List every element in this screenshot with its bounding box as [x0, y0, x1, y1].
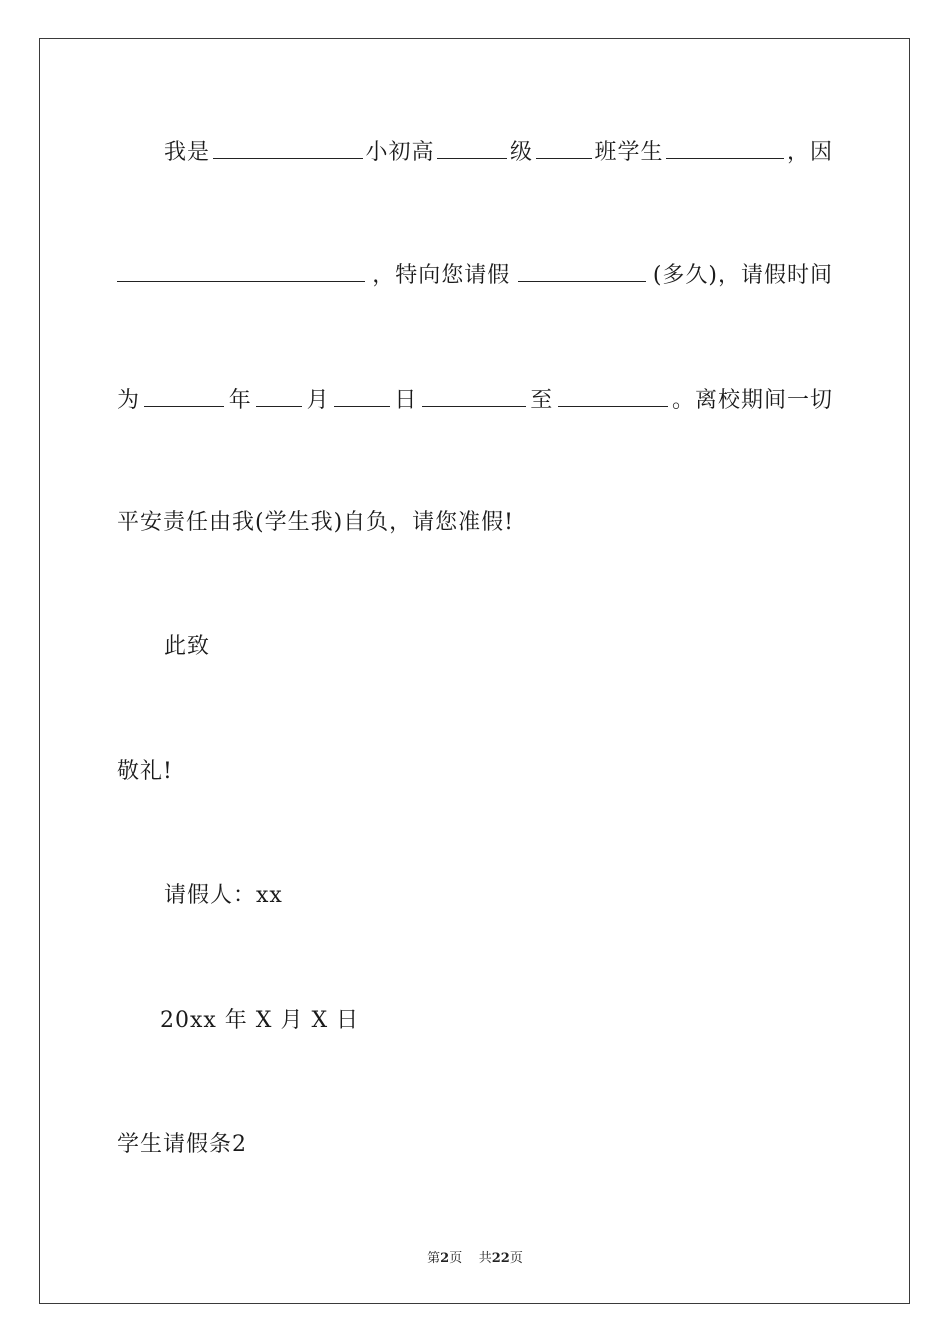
- next-section-title: 学生请假条2: [117, 1132, 247, 1157]
- text-segment: 月: [306, 388, 330, 413]
- text-segment: 。离校期间一切: [671, 388, 833, 413]
- text-segment: 班学生: [594, 140, 664, 165]
- name-blank[interactable]: [213, 136, 363, 159]
- text-segment: 我是: [164, 140, 211, 165]
- text-segment: 日: [394, 388, 418, 413]
- text-segment: ，因: [786, 140, 833, 165]
- student-name-blank[interactable]: [666, 136, 784, 159]
- total-prefix: 共: [478, 1251, 492, 1266]
- day-blank[interactable]: [334, 384, 390, 407]
- duration-blank[interactable]: [518, 259, 646, 282]
- grade-blank[interactable]: [437, 136, 507, 159]
- text-segment: 年: [228, 388, 252, 413]
- text-segment: 小初高: [365, 140, 435, 165]
- end-time-blank[interactable]: [558, 384, 668, 407]
- salutation: 此致: [164, 634, 211, 659]
- total-pages: 22: [491, 1251, 510, 1266]
- page-footer: [0, 1247, 950, 1266]
- start-time-blank[interactable]: [422, 384, 526, 407]
- year-blank[interactable]: [144, 384, 224, 407]
- reason-blank[interactable]: [117, 259, 365, 282]
- text-segment: ，特向您请假: [372, 263, 511, 288]
- page-border: [39, 38, 910, 1304]
- text-segment: 级: [509, 140, 533, 165]
- page-prefix: 第: [427, 1251, 441, 1266]
- page-number: 2: [440, 1251, 450, 1266]
- total-suffix: 页: [509, 1251, 523, 1266]
- page-suffix: 页: [449, 1251, 463, 1266]
- form-line-3: [117, 384, 833, 416]
- month-blank[interactable]: [256, 384, 302, 407]
- responsibility-statement: 平安责任由我(学生我)自负，请您准假!: [117, 510, 515, 535]
- form-line-2: [117, 259, 833, 291]
- class-blank[interactable]: [536, 136, 592, 159]
- closing-respect: 敬礼!: [117, 759, 173, 784]
- text-segment: 至: [530, 388, 554, 413]
- text-segment: (多久)，请假时间: [652, 263, 833, 288]
- signer: 请假人：xx: [164, 883, 283, 908]
- date: 20xx 年 X 月 X 日: [160, 1008, 360, 1033]
- text-segment: 为: [117, 388, 141, 413]
- form-line-1: [164, 136, 833, 168]
